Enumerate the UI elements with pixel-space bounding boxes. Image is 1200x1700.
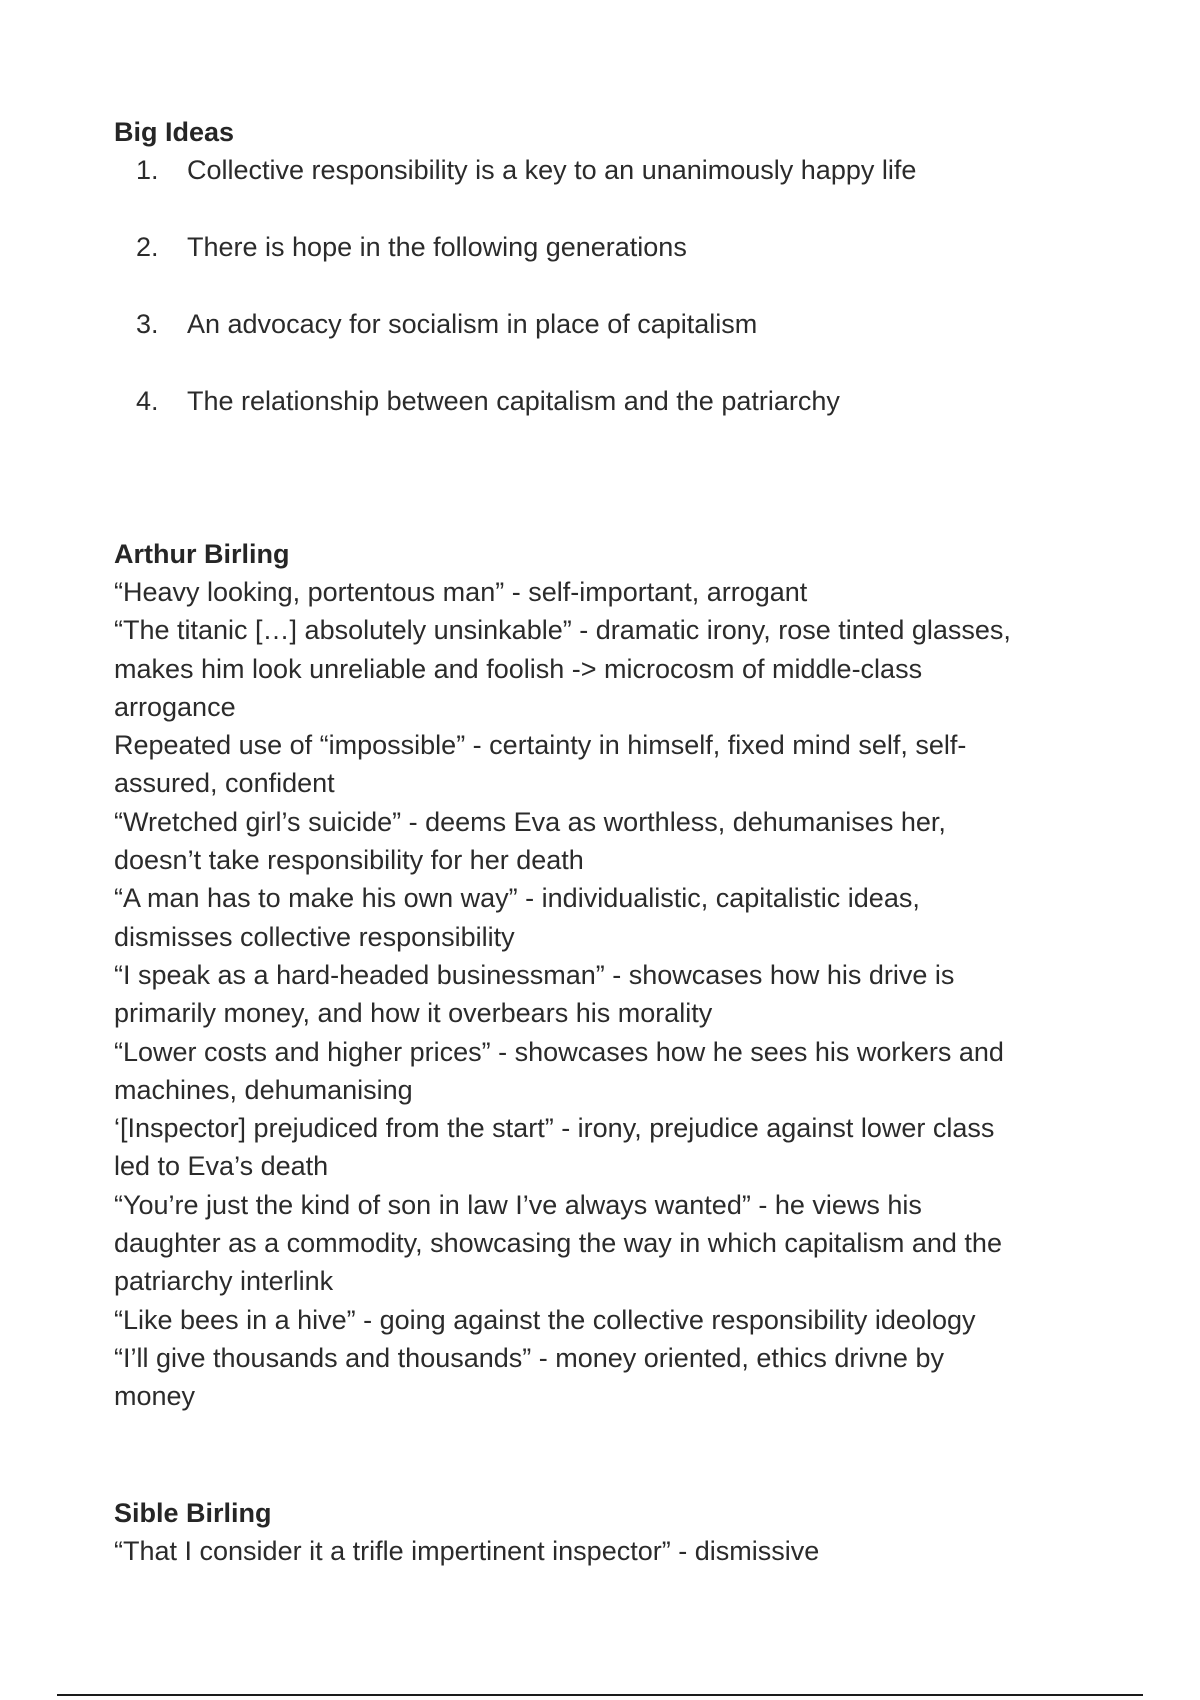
text-line: makes him look unreliable and foolish -> microcosm of middle-class xyxy=(114,653,923,684)
list-text: An advocacy for socialism in place of capitalism xyxy=(187,309,758,339)
list-number: 2. xyxy=(136,232,159,262)
text-line: doesn’t take responsibility for her death xyxy=(114,845,584,876)
list-text: Collective responsibility is a key to an unanimously happy life xyxy=(187,155,917,185)
list-item xyxy=(114,382,1074,420)
text-line: dismisses collective responsibility xyxy=(114,921,515,952)
list-number: 1. xyxy=(136,155,159,185)
list-text: There is hope in the following generations xyxy=(187,232,687,262)
text-line: money xyxy=(114,1381,196,1412)
text-line: led to Eva’s death xyxy=(114,1151,329,1182)
text-line: machines, dehumanising xyxy=(114,1074,413,1105)
list-item xyxy=(114,151,1074,189)
sible-birling-section xyxy=(114,1494,1074,1570)
big-ideas-section xyxy=(114,113,1074,459)
list-item xyxy=(114,228,1074,266)
list-number: 4. xyxy=(136,386,159,416)
sible-birling-heading: Sible Birling xyxy=(114,1498,272,1528)
big-ideas-list xyxy=(114,151,1074,420)
text-line: Repeated use of “impossible” - certainty in himself, fixed mind self, self- xyxy=(114,730,967,761)
text-line: “Lower costs and higher prices” - showcases how he sees his workers and xyxy=(114,1036,1004,1067)
text-line: “You’re just the kind of son in law I’ve always wanted” - he views his xyxy=(114,1189,922,1220)
text-line: assured, confident xyxy=(114,768,335,799)
arthur-birling-heading: Arthur Birling xyxy=(114,539,290,569)
text-line: “Wretched girl’s suicide” - deems Eva as worthless, dehumanises her, xyxy=(114,806,946,837)
text-line: primarily money, and how it overbears his morality xyxy=(114,998,713,1029)
text-line: “Like bees in a hive” - going against the collective responsibility ideology xyxy=(114,1304,976,1335)
text-line: daughter as a commodity, showcasing the way in which capitalism and the xyxy=(114,1228,1002,1259)
arthur-birling-section xyxy=(114,535,1074,1416)
list-number: 3. xyxy=(136,309,159,339)
text-line: arrogance xyxy=(114,691,236,722)
big-ideas-heading: Big Ideas xyxy=(114,117,235,147)
bottom-divider xyxy=(57,1694,1143,1696)
text-line: “I speak as a hard-headed businessman” - showcases how his drive is xyxy=(114,959,955,990)
list-text: The relationship between capitalism and the patriarchy xyxy=(187,386,840,416)
text-line: “I’ll give thousands and thousands” - money oriented, ethics drivne by xyxy=(114,1342,944,1373)
text-line: ‘[Inspector] prejudiced from the start” - irony, prejudice against lower class xyxy=(114,1113,995,1144)
text-line: “That I consider it a trifle impertinent inspector” - dismissive xyxy=(114,1536,820,1566)
text-line: “A man has to make his own way” - individualistic, capitalistic ideas, xyxy=(114,883,920,914)
text-line: patriarchy interlink xyxy=(114,1266,334,1297)
text-line: “Heavy looking, portentous man” - self-important, arrogant xyxy=(114,577,808,607)
text-line: “The titanic […] absolutely unsinkable” - dramatic irony, rose tinted glasses, xyxy=(114,615,1011,646)
list-item xyxy=(114,305,1074,343)
